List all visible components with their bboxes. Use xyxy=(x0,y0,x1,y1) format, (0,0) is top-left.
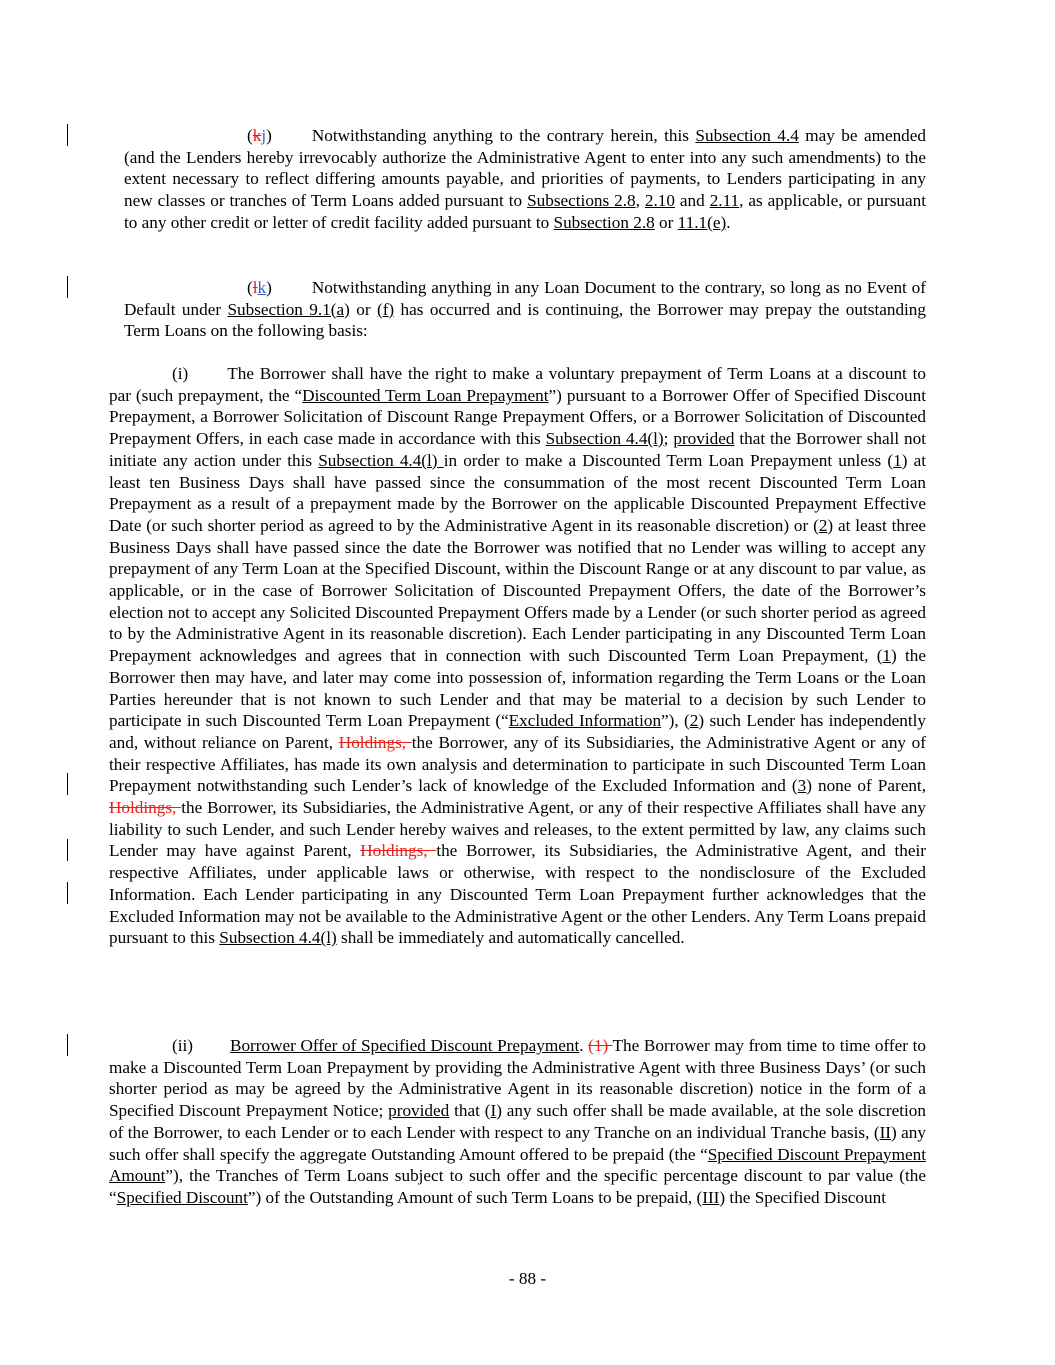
change-bar xyxy=(67,276,68,298)
proviso: provided xyxy=(388,1101,450,1121)
paragraph-kj: (kj) Notwithstanding anything to the contrary herein, this Subsection 4.4 may be amended (and the Lenders hereby irrevocably authorize the Administrative Agent to enter into any such amendments) to the extent necessary to reflect differing amounts payable, and priorities of payments, to Lenders participating in any new classes or tranches of Term Loans added pursuant to Subsections 2.8, 2.10 and 2.11, as applicable, or pursuant to any other credit or letter of credit facility added pursuant to Subsection 2.8 or 11.1(e). xyxy=(124,126,926,232)
inserted-text: k xyxy=(257,278,267,297)
deleted-text: k xyxy=(252,126,262,145)
cross-reference: Subsection 4.4(l) xyxy=(318,450,444,470)
defined-term: Specified Discount Prepayment Amount xyxy=(109,1144,926,1186)
paragraph-lk: (lk) Notwithstanding anything in any Loan Document to the contrary, so long as no Event of Default under Subsection 9.1(a) or (f) has occurred and is continuing, the Borrower may prepay the outstanding Term Loans on the following basis: xyxy=(124,278,926,341)
deleted-text: l xyxy=(252,278,258,297)
deleted-text: (1) xyxy=(588,1036,613,1055)
cross-reference: Subsection 2.8 xyxy=(553,212,655,232)
change-bar xyxy=(67,124,68,146)
change-bar xyxy=(67,1034,68,1056)
cross-reference: 2.11 xyxy=(709,191,740,211)
cross-reference: 2.10 xyxy=(644,191,675,211)
proviso: provided xyxy=(673,429,735,449)
deleted-text: Holdings, xyxy=(109,798,182,818)
cross-reference: Subsection 4.4(l) xyxy=(219,928,337,948)
deleted-text: Holdings, xyxy=(360,841,437,861)
inserted-text: j xyxy=(261,126,267,145)
defined-term: Discounted Term Loan Prepayment xyxy=(302,385,549,405)
defined-term: Excluded Information xyxy=(508,711,662,731)
change-bar xyxy=(67,882,68,904)
change-bar xyxy=(67,773,68,795)
cross-reference: Subsection 4.4 xyxy=(695,126,799,145)
change-bar xyxy=(67,839,68,861)
cross-reference: Subsection 4.4(l) xyxy=(545,429,664,449)
section-heading: Borrower Offer of Specified Discount Prepayment xyxy=(230,1036,580,1055)
cross-reference: 11.1(e) xyxy=(677,212,727,232)
paragraph-ii: (ii) Borrower Offer of Specified Discount Prepayment. (1) The Borrower may from time to time offer to make a Discounted Term Loan Prepayment by providing the Administrative Agent with three Business Days’ (or such shorter period as may be agreed by the Administrative Agent in its reasonable discretion) notice in the form of a Specified Discount Prepayment Notice; provided that (I) any such offer shall be made available, at the sole discretion of the Borrower, to each Lender or to each Lender with respect to any Tranche on an individual Tranche basis, (II) any such offer shall specify the aggregate Outstanding Amount offered to be prepaid (the “Specified Discount Prepayment Amount”), the Tranches of Term Loans subject to such offer and the specific percentage discount to par value (the “Specified Discount”) of the Outstanding Amount of such Term Loans to be prepaid, (III) the Specified Discount xyxy=(109,1036,926,1207)
cross-reference: Subsections 2.8 xyxy=(527,191,636,211)
cross-reference: (f) xyxy=(376,299,395,319)
defined-term: Specified Discount xyxy=(116,1187,248,1207)
deleted-text: Holdings, xyxy=(338,732,412,752)
cross-reference: Subsection 9.1(a) xyxy=(227,299,350,319)
paragraph-i: (i) The Borrower shall have the right to make a voluntary prepayment of Term Loans at a discount to par (such prepayment, the “Discounted Term Loan Prepayment”) pursuant to a Borrower Offer of Specified Discount Prepayment, a Borrower Solicitation of Discount Range Prepayment Offers, or a Borrower Solicitation of Discounted Prepayment Offers, in each case made in accordance with this Subsection 4.4(l); provided that the Borrower shall not initiate any action under this Subsection 4.4(l) in order to make a Discounted Term Loan Prepayment unless (1) at least ten Business Days shall have passed since the consummation of the most recent Discounted Term Loan Prepayment as a result of a prepayment made by the Borrower on the applicable Discounted Prepayment Effective Date (or such shorter period as agreed to by the Administrative Agent in its reasonable discretion) or (2) at least three Business Days shall have passed since the date the Borrower was notified that no Lender was willing to accept any prepayment of any Term Loan at the Specified Discount, within the Discount Range or at any discount to par value, as applicable, or in the case of Borrower Solicitation of Discounted Prepayment Offers, the date of the Borrower’s election not to accept any Solicited Discounted Prepayment Offers made by a Lender (or such shorter period as agreed to by the Administrative Agent in its reasonable discretion). Each Lender participating in any Discounted Term Loan Prepayment acknowledges and agrees that in connection with such Discounted Term Loan Prepayment, (1) the Borrower then may have, and later may come into possession of, information regarding the Term Loans or the Loan Parties hereunder that is not known to such Lender and that may be material to a decision by such Lender to participate in such Discounted Term Loan Prepayment (“Excluded Information”), (2) such Lender has independently and, without reliance on Parent, Holdings, the Borrower, any of its Subsidiaries, the Administrative Agent or any of their respective Affiliates, has made its own analysis and determination to participate in such Discounted Term Loan Prepayment notwithstanding such Lender’s lack of knowledge of the Excluded Information and (3) none of Parent, Holdings, the Borrower, its Subsidiaries, the Administrative Agent, or any of their respective Affiliates shall have any liability to such Lender, and such Lender hereby waives and releases, to the extent permitted by law, any claims such Lender may have against Parent, Holdings, the Borrower, its Subsidiaries, the Administrative Agent, and their respective Affiliates, under applicable laws or otherwise, with respect to the nondisclosure of the Excluded Information. Each Lender participating in any Discounted Term Loan Prepayment further acknowledges that the Excluded Information may not be available to the Administrative Agent or the other Lenders. Any Term Loans prepaid pursuant to this Subsection 4.4(l) shall be immediately and automatically cancelled. xyxy=(109,364,927,948)
page-number: - 88 - xyxy=(508,1269,547,1288)
